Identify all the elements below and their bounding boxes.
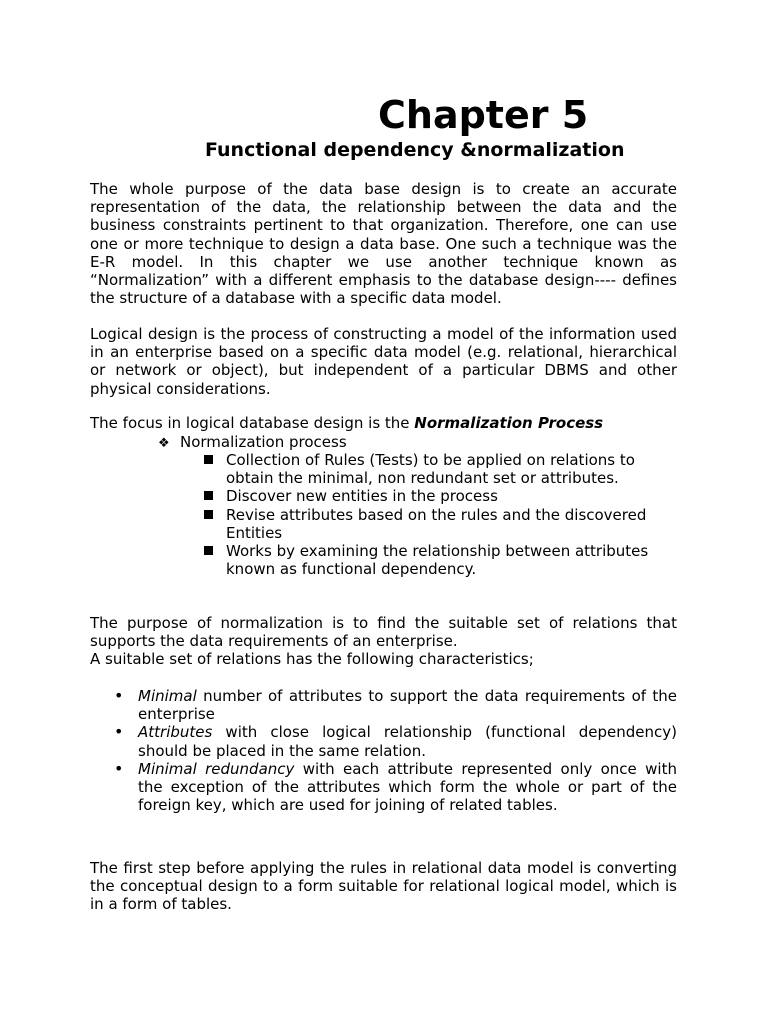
bullet-icon: • — [114, 686, 124, 705]
paragraph-line: A suitable set of relations has the following characteristics; — [90, 650, 534, 669]
focus-emphasis: Normalization Process — [414, 414, 604, 432]
list-item-text: Works by examining the relationship between attributes known as functional dependency. — [226, 542, 649, 579]
list-item-text — [138, 760, 677, 815]
paragraph-line: The whole purpose of the data base design is to create an accurate — [90, 180, 677, 198]
characteristic-text: number of attributes to support the data requirements of the enterprise — [138, 687, 677, 724]
bullet-icon: • — [114, 722, 124, 742]
list-item-text: Collection of Rules (Tests) to be applied on relations to obtain the minimal, non redundant set or attributes. — [226, 451, 635, 488]
focus-sentence — [90, 414, 603, 432]
list-item — [204, 487, 674, 505]
first-step-paragraph — [90, 859, 677, 914]
paragraph-line: in an enterprise based on a specific data model (e.g. relational, hierarchical — [90, 343, 677, 362]
list-item — [204, 542, 674, 578]
logical-design-paragraph — [90, 325, 677, 398]
list-item — [204, 506, 674, 542]
paragraph-line: physical considerations. — [90, 379, 271, 398]
chapter-title: Chapter 5 — [378, 93, 589, 137]
paragraph-line: supports the data requirements of an enterprise. — [90, 632, 458, 651]
chapter-subtitle: Functional dependency &normalization — [205, 139, 625, 161]
paragraph-line: representation of the data, the relationship between the data and the — [90, 198, 677, 217]
list-item-text — [138, 723, 677, 759]
characteristics-list — [114, 687, 677, 814]
square-bullet-icon — [204, 491, 213, 500]
normalization-rules-list — [204, 451, 674, 578]
focus-prefix: The focus in logical database design is the — [90, 414, 415, 432]
characteristic-text: with each attribute represented only once with the exception of the attributes which form the whole or part of the foreign key, which are used for joining of related tables. — [138, 759, 677, 815]
paragraph-line: one or more technique to design a data base. One such a technique was the — [90, 234, 677, 253]
paragraph-line: The first step before applying the rules in relational data model is converting — [90, 859, 677, 877]
paragraph-line: or network or object), but independent of a particular DBMS and other — [90, 361, 677, 380]
bullet-icon: • — [114, 758, 124, 778]
paragraph-line: the conceptual design to a form suitable for relational logical model, which is — [90, 877, 677, 896]
square-bullet-icon — [204, 510, 213, 519]
purpose-paragraph — [90, 614, 677, 669]
characteristic-term: Minimal redundancy — [138, 759, 295, 778]
paragraph-line: The purpose of normalization is to find the suitable set of relations that — [90, 614, 677, 632]
characteristic-term: Attributes — [138, 723, 213, 742]
paragraph-line: in a form of tables. — [90, 895, 232, 914]
paragraph-line: business constraints pertinent to that organization. Therefore, one can use — [90, 216, 677, 235]
paragraph-line: Logical design is the process of constructing a model of the information used — [90, 325, 677, 343]
list-item — [204, 451, 674, 487]
list-item-text: Discover new entities in the process — [226, 487, 498, 506]
characteristic-term: Minimal — [138, 687, 197, 705]
characteristic-text: with close logical relationship (functional dependency) should be placed in the same relation. — [138, 723, 677, 760]
square-bullet-icon — [204, 546, 213, 555]
paragraph-line: E-R model. In this chapter we use another technique known as — [90, 252, 677, 271]
list-item-text: Revise attributes based on the rules and the discovered Entities — [226, 505, 647, 542]
list-item-text — [138, 687, 677, 723]
diamond-bullet-icon: ❖ — [158, 436, 170, 451]
normalization-process-label: Normalization process — [180, 433, 347, 451]
list-item — [114, 760, 677, 815]
list-item — [114, 723, 677, 759]
list-item — [114, 687, 677, 723]
paragraph-line: “Normalization” with a different emphasis to the database design---- defines — [90, 271, 677, 290]
square-bullet-icon — [204, 455, 213, 464]
intro-paragraph — [90, 180, 677, 307]
paragraph-line: the structure of a database with a specific data model. — [90, 289, 502, 308]
